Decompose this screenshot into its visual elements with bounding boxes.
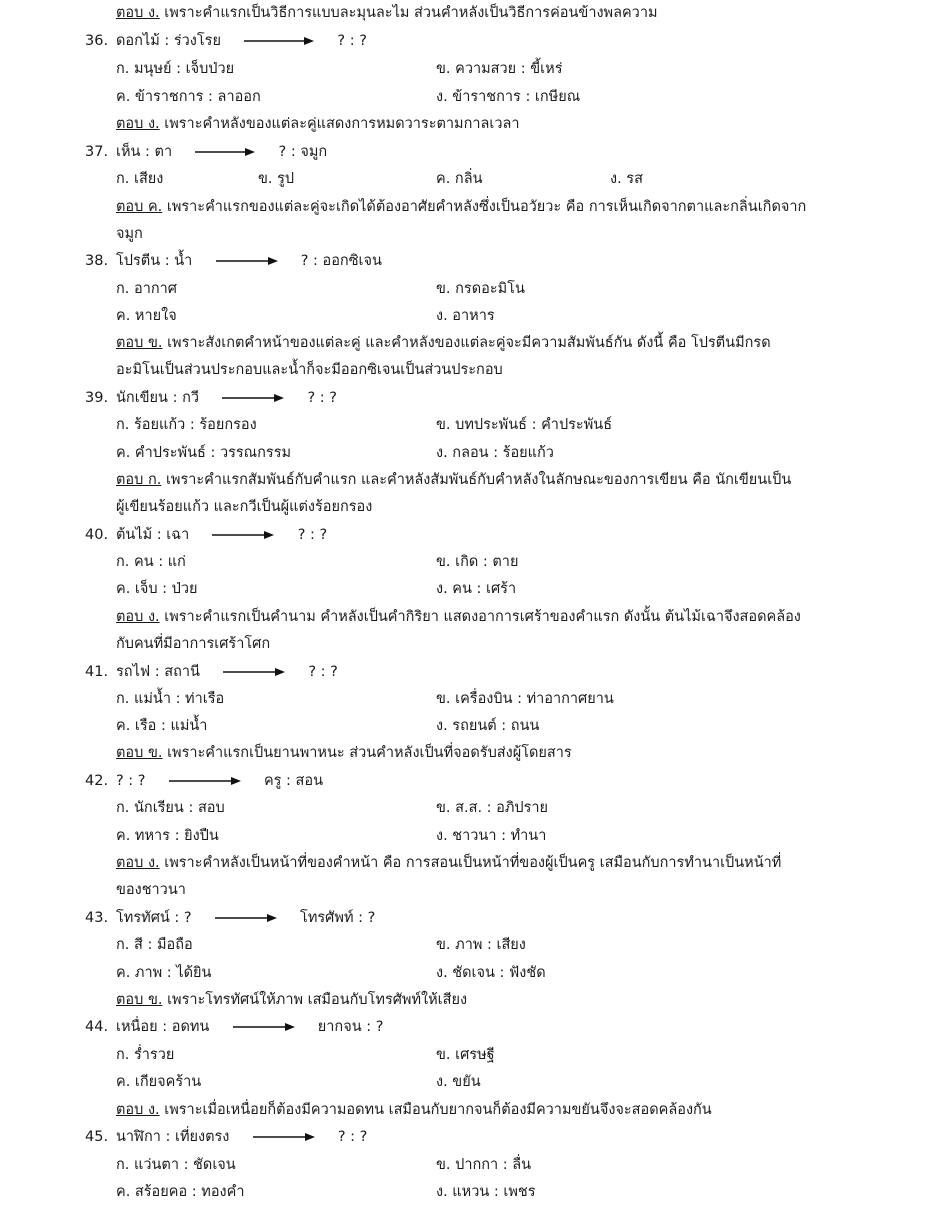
answer-label: ตอบ ข. xyxy=(116,992,163,1008)
option-c: ค. เจ็บ : ป่วย xyxy=(116,581,198,597)
option-c: ค. กลิ่น xyxy=(436,171,483,187)
option-a: ก. แม่น้ำ : ท่าเรือ xyxy=(116,691,225,707)
answer-text: เพราะคำแรกเป็นยานพาหนะ ส่วนคำหลังเป็นที่จอดรับส่งผู้โดยสาร xyxy=(167,745,572,761)
answer-text: อะมิโนเป็นส่วนประกอบและน้ำก็จะมีออกซิเจนเป็นส่วนประกอบ xyxy=(116,362,503,378)
question-stem xyxy=(116,905,375,932)
answer-text: จมูก xyxy=(116,226,143,242)
answer-label: ตอบ ง. xyxy=(116,5,160,21)
question-45 xyxy=(0,1124,944,1151)
question-number: 45. xyxy=(85,1129,109,1145)
answer-36 xyxy=(116,111,861,138)
options-row xyxy=(0,1042,944,1069)
stem-left: รถไฟ : สถานี xyxy=(116,664,200,680)
arrow-right-icon xyxy=(212,530,274,540)
option-b: ข. เกิด : ตาย xyxy=(436,554,519,570)
option-c: ค. หายใจ xyxy=(116,308,177,324)
stem-right: ? : ออกซิเจน xyxy=(300,253,382,269)
option-a: ก. แว่นตา : ชัดเจน xyxy=(116,1157,236,1173)
arrow-right-icon xyxy=(216,256,278,266)
stem-right: โทรศัพท์ : ? xyxy=(300,910,376,926)
answer-40 xyxy=(116,604,861,631)
stem-right: ? : ? xyxy=(337,33,367,49)
answer-39 xyxy=(116,467,861,494)
options-row xyxy=(0,713,944,740)
options-row xyxy=(0,823,944,850)
question-40 xyxy=(0,522,944,549)
question-stem xyxy=(116,28,367,55)
option-c: ค. ข้าราชการ : ลาออก xyxy=(116,89,261,105)
option-b: ข. ภาพ : เสียง xyxy=(436,937,526,953)
options-row xyxy=(0,686,944,713)
options-row xyxy=(0,412,944,439)
arrow-right-icon xyxy=(215,913,277,923)
answer-label: ตอบ ง. xyxy=(116,1102,160,1118)
option-c: ค. เกียจคร้าน xyxy=(116,1074,202,1090)
question-number: 36. xyxy=(85,33,109,49)
stem-left: นักเขียน : กวี xyxy=(116,390,199,406)
stem-right: ? : ? xyxy=(297,527,328,543)
option-a: ก. เสียง xyxy=(116,171,164,187)
option-b: ข. ปากกา : ลื่น xyxy=(436,1157,532,1173)
stem-right: ? : ? xyxy=(307,390,337,406)
option-c: ค. เรือ : แม่น้ำ xyxy=(116,718,208,734)
option-d: ง. ชาวนา : ทำนา xyxy=(436,828,547,844)
answer-text: เพราะโทรทัศน์ให้ภาพ เสมือนกับโทรศัพท์ให้เสียง xyxy=(167,992,468,1008)
option-b: ข. เครื่องบิน : ท่าอากาศยาน xyxy=(436,691,614,707)
answer-42-cont xyxy=(116,877,861,904)
question-37 xyxy=(0,139,944,166)
question-41 xyxy=(0,659,944,686)
question-number: 40. xyxy=(85,527,109,543)
answer-40-cont xyxy=(116,631,861,658)
answer-label: ตอบ ข. xyxy=(116,335,163,351)
question-number: 41. xyxy=(85,664,109,680)
option-d: ง. รส xyxy=(610,171,643,187)
option-d: ง. ชัดเจน : ฟังชัด xyxy=(436,965,546,981)
stem-left: ? : ? xyxy=(116,773,146,789)
answer-42 xyxy=(116,850,861,877)
answer-37-cont xyxy=(116,221,861,248)
arrow-right-icon xyxy=(169,776,241,786)
options-row xyxy=(0,56,944,83)
stem-right: ? : จมูก xyxy=(278,144,328,160)
stem-left: เห็น : ตา xyxy=(116,144,173,160)
options-row xyxy=(0,440,944,467)
options-row xyxy=(0,932,944,959)
option-b: ข. เศรษฐี xyxy=(436,1047,495,1063)
answer-text: เพราะสังเกตคำหน้าของแต่ละคู่ และคำหลังของแต่ละคู่จะมีความสัมพันธ์กัน ดังนี้ คือ โปรตีนมีกรด xyxy=(167,335,771,351)
arrow-right-icon xyxy=(253,1132,315,1142)
option-d: ง. รถยนต์ : ถนน xyxy=(436,718,540,734)
answer-text: เพราะคำแรกของแต่ละคู่จะเกิดได้ต้องอาศัยคำหลังซึ่งเป็นอวัยวะ คือ การเห็นเกิดจากตาและกลิ่นเกิดจาก xyxy=(166,199,807,215)
question-38 xyxy=(0,248,944,275)
arrow-right-icon xyxy=(233,1022,295,1032)
answer-label: ตอบ ง. xyxy=(116,609,160,625)
question-stem xyxy=(116,1124,367,1151)
option-b: ข. ส.ส. : อภิปราย xyxy=(436,800,549,816)
stem-right: ยากจน : ? xyxy=(317,1019,384,1035)
options-row xyxy=(0,960,944,987)
option-d: ง. กลอน : ร้อยแก้ว xyxy=(436,445,554,461)
option-b: ข. บทประพันธ์ : คำประพันธ์ xyxy=(436,417,613,433)
answer-text: เพราะคำหลังเป็นหน้าที่ของคำหน้า คือ การสอนเป็นหน้าที่ของผู้เป็นครู เสมือนกับการทำนาเป็นหน้าที่ xyxy=(164,855,782,871)
stem-left: นาฬิกา : เที่ยงตรง xyxy=(116,1129,230,1145)
option-b: ข. กรดอะมิโน xyxy=(436,281,525,297)
question-stem xyxy=(116,768,323,795)
options-row xyxy=(0,1152,944,1179)
options-row xyxy=(0,1069,944,1096)
arrow-right-icon xyxy=(244,36,314,46)
question-39 xyxy=(0,385,944,412)
answer-text: เพราะคำหลังของแต่ละคู่แสดงการหมดวาระตามกาลเวลา xyxy=(164,116,520,132)
option-a: ก. สี : มือถือ xyxy=(116,937,193,953)
question-stem xyxy=(116,248,382,275)
arrow-right-icon xyxy=(222,393,284,403)
answer-41 xyxy=(116,740,861,767)
option-b: ข. ความสวย : ขี้เหร่ xyxy=(436,61,563,77)
question-stem xyxy=(116,385,337,412)
stem-left: โปรตีน : น้ำ xyxy=(116,253,193,269)
answer-39-cont xyxy=(116,494,861,521)
answer-43 xyxy=(116,987,861,1014)
option-c: ค. ภาพ : ได้ยิน xyxy=(116,965,212,981)
question-number: 39. xyxy=(85,390,109,406)
answer-text: ผู้เขียนร้อยแก้ว และกวีเป็นผู้แต่งร้อยกรอง xyxy=(116,499,373,515)
option-a: ก. คน : แก่ xyxy=(116,554,186,570)
option-b: ข. รูป xyxy=(258,171,295,187)
stem-left: ต้นไม้ : เฉา xyxy=(116,527,190,543)
answer-label: ตอบ ง. xyxy=(116,116,160,132)
question-44 xyxy=(0,1014,944,1041)
option-c: ค. ทหาร : ยิงปืน xyxy=(116,828,219,844)
arrow-right-icon xyxy=(195,147,255,157)
answer-text: เพราะคำแรกสัมพันธ์กับคำแรก และคำหลังสัมพันธ์กับคำหลังในลักษณะของการเขียน คือ นักเขียนเป็น xyxy=(165,472,792,488)
option-a: ก. อากาศ xyxy=(116,281,177,297)
answer-label: ตอบ ง. xyxy=(116,855,160,871)
options-row xyxy=(0,276,944,303)
options-row xyxy=(0,1179,944,1206)
answer-text: เพราะคำแรกเป็นวิธีการแบบละมุนละไม ส่วนคำหลังเป็นวิธีการค่อนข้างพลความ xyxy=(164,5,658,21)
option-c: ค. คำประพันธ์ : วรรณกรรม xyxy=(116,445,292,461)
question-stem xyxy=(116,659,338,686)
options-row xyxy=(0,166,944,193)
stem-left: เหนื่อย : อดทน xyxy=(116,1019,210,1035)
stem-right: ? : ? xyxy=(337,1129,368,1145)
option-a: ก. นักเรียน : สอบ xyxy=(116,800,225,816)
question-stem xyxy=(116,522,327,549)
answer-text: เพราะคำแรกเป็นคำนาม คำหลังเป็นคำกิริยา แสดงอาการเศร้าของคำแรก ดังนั้น ต้นไม้เฉาจึงสอดคล้อง xyxy=(164,609,801,625)
option-c: ค. สร้อยคอ : ทองคำ xyxy=(116,1184,245,1200)
options-row xyxy=(0,303,944,330)
options-row xyxy=(0,549,944,576)
option-d: ง. แหวน : เพชร xyxy=(436,1184,536,1200)
question-number: 44. xyxy=(85,1019,109,1035)
answer-35 xyxy=(116,0,861,27)
answer-text: กับคนที่มีอาการเศร้าโศก xyxy=(116,636,271,652)
option-d: ง. ข้าราชการ : เกษียณ xyxy=(436,89,581,105)
stem-right: ? : ? xyxy=(308,664,338,680)
question-43 xyxy=(0,905,944,932)
answer-37 xyxy=(116,194,861,221)
answer-label: ตอบ ก. xyxy=(116,472,162,488)
answer-label: ตอบ ข. xyxy=(116,745,163,761)
answer-44 xyxy=(116,1097,861,1124)
question-stem xyxy=(116,1014,383,1041)
question-42 xyxy=(0,768,944,795)
question-number: 38. xyxy=(85,253,109,269)
stem-left: ดอกไม้ : ร่วงโรย xyxy=(116,33,221,49)
question-36 xyxy=(0,28,944,55)
question-number: 43. xyxy=(85,910,109,926)
arrow-right-icon xyxy=(223,667,285,677)
answer-text: ของชาวนา xyxy=(116,882,186,898)
answer-label: ตอบ ค. xyxy=(116,199,163,215)
option-a: ก. ร้อยแก้ว : ร้อยกรอง xyxy=(116,417,257,433)
option-d: ง. คน : เศร้า xyxy=(436,581,517,597)
question-number: 42. xyxy=(85,773,109,789)
option-a: ก. มนุษย์ : เจ็บป่วย xyxy=(116,61,235,77)
answer-text: เพราะเมื่อเหนื่อยก็ต้องมีความอดทน เสมือนกับยากจนก็ต้องมีความขยันจึงจะสอดคล้องกัน xyxy=(164,1102,712,1118)
options-row xyxy=(0,795,944,822)
option-a: ก. ร่ำรวย xyxy=(116,1047,175,1063)
stem-right: ครู : สอน xyxy=(263,773,323,789)
question-number: 37. xyxy=(85,144,109,160)
question-stem xyxy=(116,139,327,166)
answer-38-cont xyxy=(116,357,861,384)
options-row xyxy=(0,576,944,603)
option-d: ง. อาหาร xyxy=(436,308,495,324)
answer-38 xyxy=(116,330,861,357)
stem-left: โทรทัศน์ : ? xyxy=(116,910,192,926)
option-d: ง. ขยัน xyxy=(436,1074,481,1090)
options-row xyxy=(0,84,944,111)
